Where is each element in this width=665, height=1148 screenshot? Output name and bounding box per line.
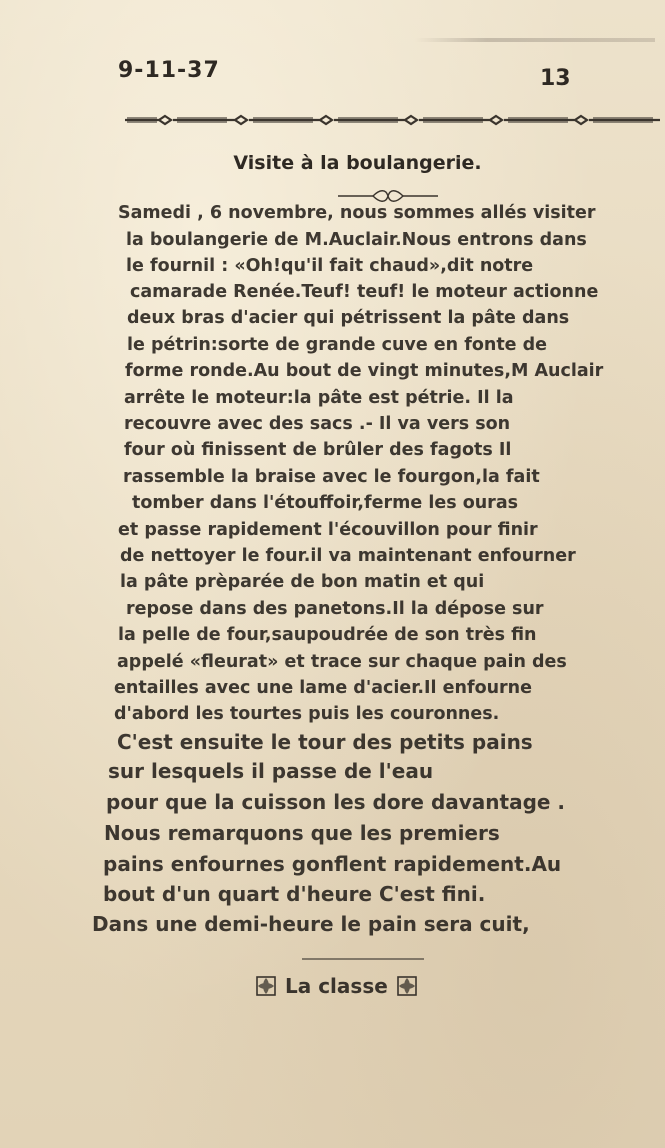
article-line: pains enfournes gonflent rapidement.Au bbox=[103, 852, 562, 876]
article-line: C'est ensuite le tour des petits pains bbox=[117, 730, 533, 754]
article-line: de nettoyer le four.il va maintenant enfourner bbox=[120, 546, 576, 566]
article-line: d'abord les tourtes puis les couronnes. bbox=[114, 704, 500, 724]
article-line: sur lesquels il passe de l'eau bbox=[108, 759, 434, 783]
ornament-border-icon bbox=[125, 113, 660, 127]
article-line: et passe rapidement l'écouvillon pour finir bbox=[118, 520, 538, 540]
article-line: rassemble la braise avec le fourgon,la fait bbox=[123, 467, 540, 487]
article-line: Samedi , 6 novembre, nous sommes allés visiter bbox=[118, 203, 596, 223]
article-line: bout d'un quart d'heure C'est fini. bbox=[103, 882, 486, 906]
fleuron-icon bbox=[396, 975, 418, 997]
article-line: la boulangerie de M.Auclair.Nous entrons dans bbox=[126, 230, 587, 250]
article-title: Visite à la boulangerie. bbox=[233, 152, 482, 174]
signature-rule bbox=[302, 958, 424, 960]
article-line: arrête le moteur:la pâte est pétrie. Il la bbox=[124, 388, 514, 408]
article-line: le fournil : «Oh!qu'il fait chaud»,dit notre bbox=[126, 256, 534, 276]
paper-fold-line bbox=[415, 38, 655, 42]
article-line: four où finissent de brûler des fagots Il bbox=[124, 440, 512, 460]
page-number: 13 bbox=[540, 66, 571, 91]
article-line: deux bras d'acier qui pétrissent la pâte dans bbox=[127, 308, 570, 328]
signature bbox=[255, 974, 418, 998]
article-line: recouvre avec des sacs .- Il va vers son bbox=[124, 414, 511, 434]
article-line: le pétrin:sorte de grande cuve en fonte de bbox=[127, 335, 548, 355]
article-line: camarade Renée.Teuf! teuf! le moteur actionne bbox=[130, 282, 599, 302]
article-line: la pelle de four,saupoudrée de son très fin bbox=[118, 625, 537, 645]
article-line: pour que la cuisson les dore davantage . bbox=[106, 790, 566, 814]
article-line: Dans une demi-heure le pain sera cuit, bbox=[92, 912, 530, 936]
article-line: la pâte prèparée de bon matin et qui bbox=[120, 572, 485, 592]
signature-text: La classe bbox=[285, 974, 388, 998]
article-line: forme ronde.Au bout de vingt minutes,M Auclair bbox=[125, 361, 604, 381]
title-flourish-icon bbox=[338, 188, 438, 204]
article-line: appelé «fleurat» et trace sur chaque pain des bbox=[117, 652, 567, 672]
article-line: Nous remarquons que les premiers bbox=[104, 821, 500, 845]
document-date: 9-11-37 bbox=[118, 58, 220, 83]
article-line: repose dans des panetons.Il la dépose sur bbox=[126, 599, 544, 619]
article-line: entailles avec une lame d'acier.Il enfourne bbox=[114, 678, 533, 698]
article-line: tomber dans l'étouffoir,ferme les ouras bbox=[132, 493, 519, 513]
fleuron-icon bbox=[255, 975, 277, 997]
